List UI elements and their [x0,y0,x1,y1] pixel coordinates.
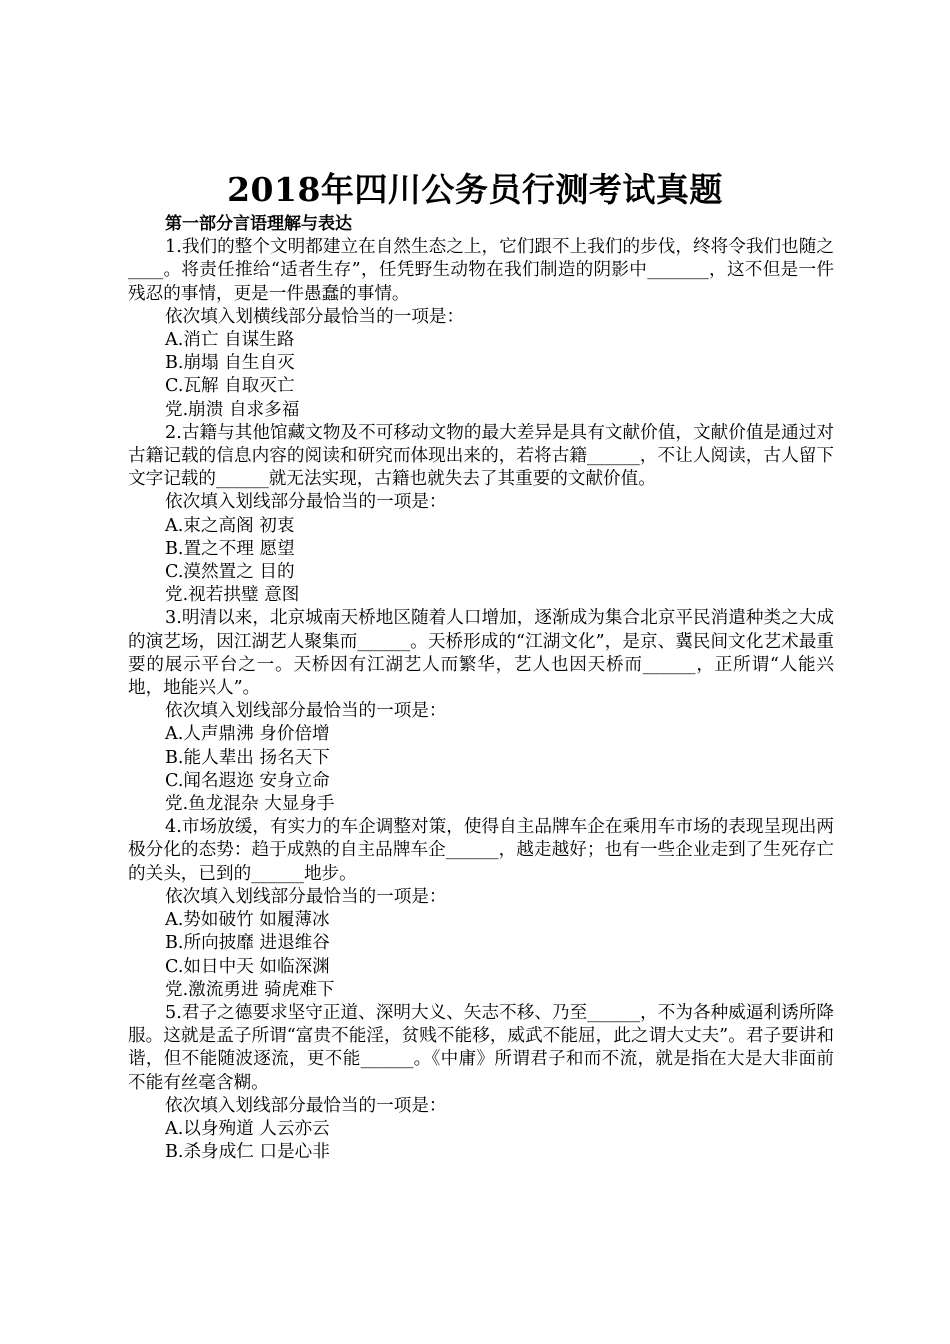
page-title: 2018年四川公务员行测考试真题 [227,170,723,209]
option-b: B.能人辈出 扬名天下 [165,747,330,768]
question-block [128,422,834,608]
section-heading: 第一部分言语理解与表达 [165,214,352,234]
option-a: A.势如破竹 如履薄冰 [165,910,330,931]
option-b: B.杀身成仁 口是心非 [165,1142,330,1163]
question-block [128,607,834,816]
question-stem: 1.我们的整个文明都建立在自然生态之上，它们跟不上我们的步伐，终将令我们也随之____。将责任推给“适者生存”，任凭野生动物在我们制造的阴影中_______，这不但是一件残忍的事情，更是一件愚蠢的事情。 [128,237,834,304]
option-d: 党.激流勇进 骑虎难下 [165,979,335,1000]
option-a: A.束之高阁 初衷 [165,515,295,536]
option-a: A.以身殉道 人云亦云 [165,1118,330,1139]
option-a: A.消亡 自谋生路 [165,330,295,351]
question-block [128,816,834,1002]
question-block [128,1002,834,1164]
question-block [128,236,834,422]
question-prompt: 依次填入划线部分最恰当的一项是： [165,701,447,722]
option-d: 党.鱼龙混杂 大显身手 [165,794,335,815]
option-a: A.人声鼎沸 身价倍增 [165,724,330,745]
question-stem: 4.市场放缓，有实力的车企调整对策，使得自主品牌车企在乘用车市场的表现呈现出两极分化的态势：趋于成熟的自主品牌车企______，越走越好；也有一些企业走到了生死存亡的关头，已到的______地步。 [128,817,834,884]
option-b: B.所向披靡 进退维谷 [165,933,330,954]
question-prompt: 依次填入划线部分最恰当的一项是： [165,492,447,513]
question-prompt: 依次填入划横线部分最恰当的一项是： [165,306,465,327]
question-stem: 3.明清以来，北京城南天桥地区随着人口增加，逐渐成为集合北京平民消遣种类之大成的演艺场，因江湖艺人聚集而______。天桥形成的“江湖文化”，是京、冀民间文化艺术最重要的展示平台之一。天桥因有江湖艺人而繁华，艺人也因天桥而______，正所谓“人能兴地，地能兴人”。 [128,608,834,699]
document-body [128,213,834,1164]
option-b: B.置之不理 愿望 [165,538,295,559]
question-stem: 5.君子之德要求坚守正道、深明大义、矢志不移、乃至______，不为各种威逼利诱所降服。这就是孟子所谓“富贵不能淫，贫贱不能移，威武不能屈，此之谓大丈夫”。君子要讲和谐，但不能随波逐流，更不能______。《中庸》所谓君子和而不流，就是指在大是大非面前不能有丝毫含糊。 [128,1002,834,1093]
option-c: C.闻名遐迩 安身立命 [165,770,330,791]
question-prompt: 依次填入划线部分最恰当的一项是： [165,886,447,907]
option-c: C.如日中天 如临深渊 [165,956,330,977]
option-c: C.漠然置之 目的 [165,562,295,583]
option-d: 党.视若拱璧 意图 [165,585,300,606]
question-stem: 2.古籍与其他馆藏文物及不可移动文物的最大差异是具有文献价值，文献价值是通过对古籍记载的信息内容的阅读和研究而体现出来的，若将古籍______，不让人阅读，古人留下文字记载的______就无法实现，古籍也就失去了其重要的文献价值。 [128,422,834,490]
option-c: C.瓦解 自取灭亡 [165,376,295,397]
option-b: B.崩塌 自生自灭 [165,353,295,374]
option-d: 党.崩溃 自求多福 [165,399,300,420]
question-prompt: 依次填入划线部分最恰当的一项是： [165,1095,447,1116]
